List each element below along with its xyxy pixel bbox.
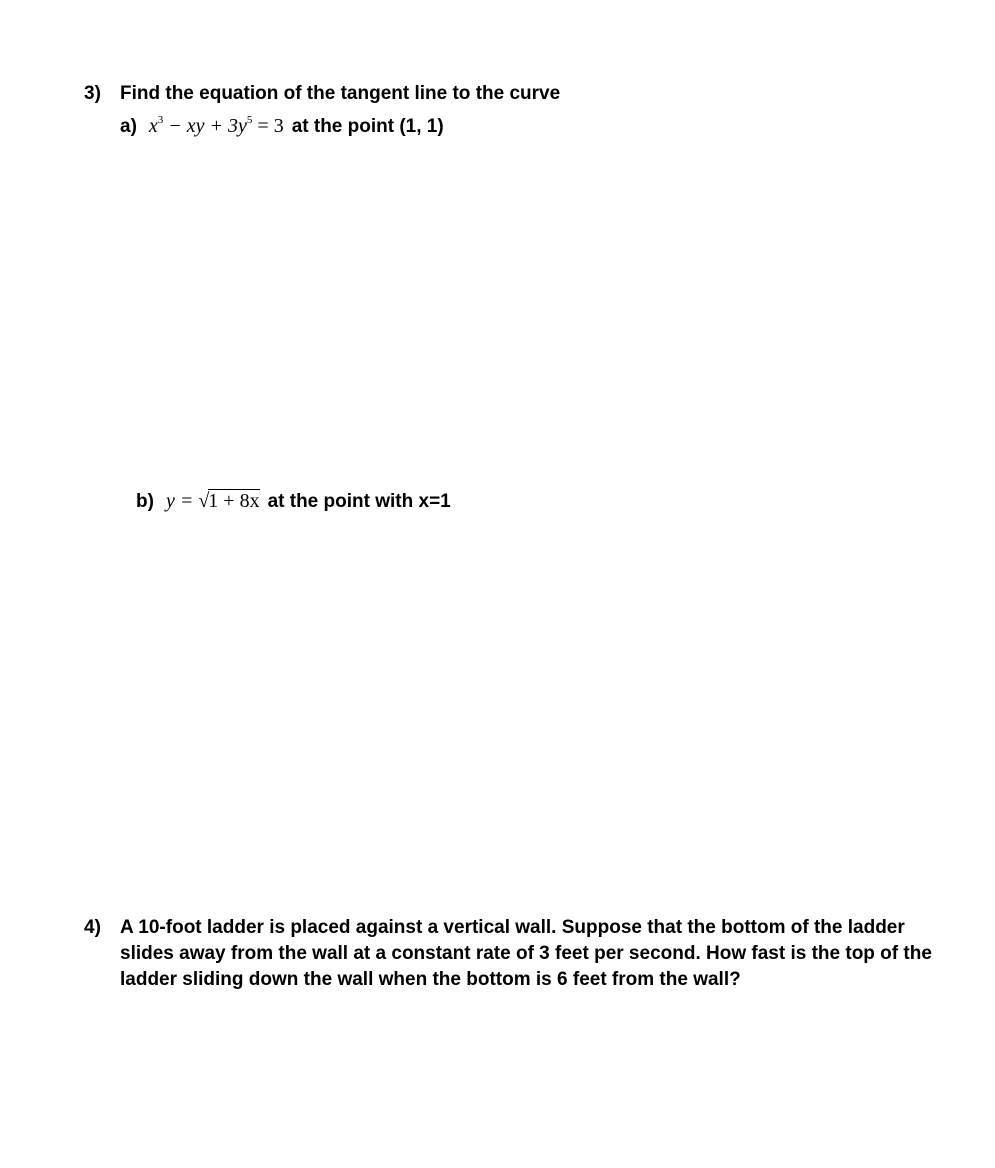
part-b-eq-radicand: 1 + 8x xyxy=(208,490,260,512)
part-a-eq-exp1: 3 xyxy=(157,114,164,126)
part-a-label: a) xyxy=(120,116,137,137)
problem-4-number: 4) xyxy=(84,917,101,938)
part-a-equation xyxy=(149,113,284,139)
problem-3-part-b xyxy=(136,488,451,515)
part-a-eq-term1: x xyxy=(148,115,158,137)
part-b-suffix: at the point with x=1 xyxy=(267,491,451,512)
sqrt-icon: √ xyxy=(198,490,210,512)
problem-3-prompt: Find the equation of the tangent line to the curve xyxy=(120,83,561,104)
problem-3-number: 3) xyxy=(84,83,101,104)
part-a-eq-term3: = 3 xyxy=(252,115,284,137)
problem-4-text: A 10-foot ladder is placed against a vertical wall. Suppose that the bottom of the ladder slides away from the wall at a constant rate of 3 feet per second. How fast is the top of the ladder sliding down the wall when the bottom is 6 feet from the wall? xyxy=(120,917,932,990)
part-a-eq-term2: − xy + 3y xyxy=(163,115,247,137)
part-a-suffix: at the point (1, 1) xyxy=(291,116,444,137)
part-b-label: b) xyxy=(136,491,154,512)
problem-3-part-a xyxy=(120,113,444,140)
part-a-eq-exp2: 5 xyxy=(246,114,253,126)
part-b-equation xyxy=(166,488,260,514)
part-b-eq-lhs: y = xyxy=(165,490,199,512)
